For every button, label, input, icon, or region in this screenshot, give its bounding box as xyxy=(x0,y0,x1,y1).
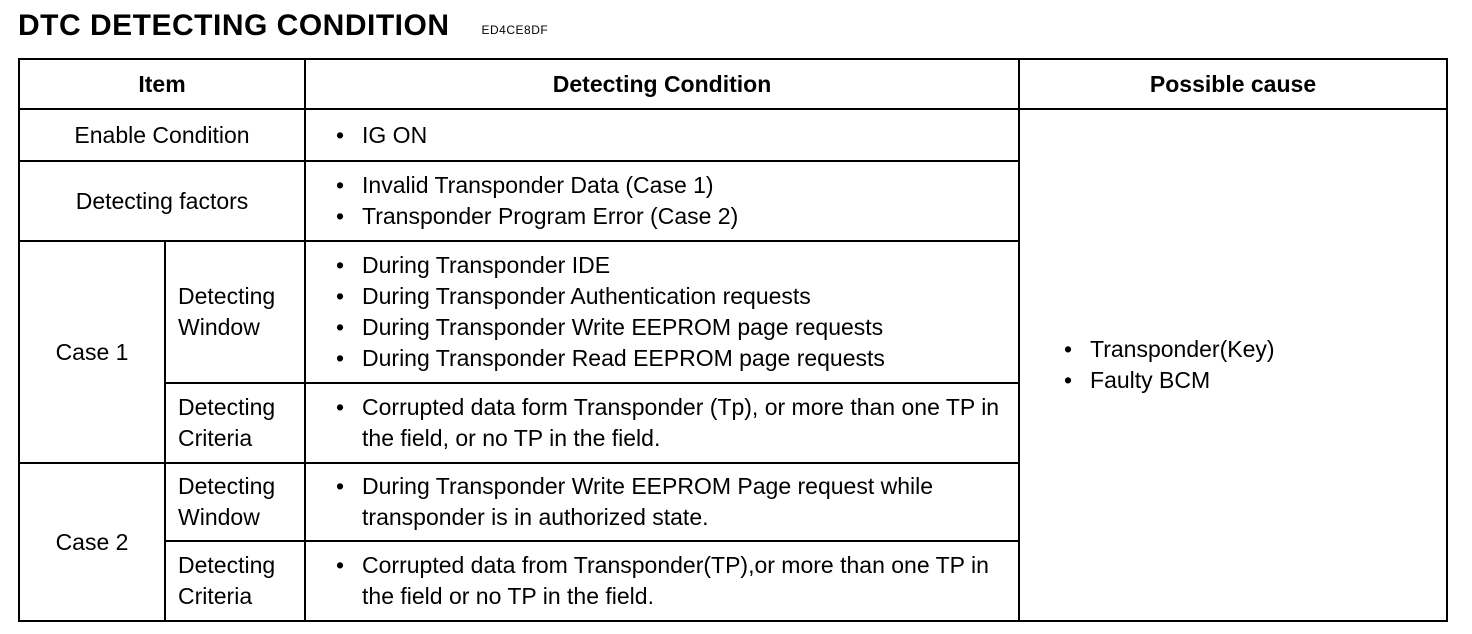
list-item: • During Transponder Write EEPROM page requests xyxy=(334,312,1010,343)
dtc-condition-table xyxy=(18,58,1448,622)
possible-cause-list xyxy=(1062,334,1445,396)
case2-window-label xyxy=(165,463,305,541)
list-item: • During Transponder Read EEPROM page requests xyxy=(334,343,1010,374)
case2-label: Case 2 xyxy=(19,463,165,621)
list-item: • During Transponder Write EEPROM Page request while transponder is in authorized state. xyxy=(334,471,1010,533)
enable-condition-cell xyxy=(305,109,1019,161)
list-item: • IG ON xyxy=(334,120,1010,151)
detecting-factors-label: Detecting factors xyxy=(19,161,305,241)
case2-window-list xyxy=(334,471,1010,533)
enable-condition-row xyxy=(19,109,1447,161)
case2-criteria-label xyxy=(165,541,305,621)
title-row xyxy=(18,4,548,48)
case2-window-cell xyxy=(305,463,1019,541)
case2-criteria-list xyxy=(334,550,1010,612)
detecting-factors-cell xyxy=(305,161,1019,241)
enable-condition-label: Enable Condition xyxy=(19,109,305,161)
sub-label-line: Detecting xyxy=(178,283,276,309)
header-detecting-condition: Detecting Condition xyxy=(305,59,1019,109)
case1-criteria-label xyxy=(165,383,305,463)
possible-cause-cell xyxy=(1019,109,1447,621)
detecting-factors-list xyxy=(334,170,1010,232)
list-item: • Corrupted data from Transponder(TP),or more than one TP in the field or no TP in the field. xyxy=(334,550,1010,612)
case1-criteria-cell xyxy=(305,383,1019,463)
list-item: • During Transponder IDE xyxy=(334,250,1010,281)
sub-label-line: Window xyxy=(178,314,260,340)
document-code: ED4CE8DF xyxy=(481,23,549,37)
case2-criteria-cell xyxy=(305,541,1019,621)
sub-label-line: Window xyxy=(178,504,260,530)
enable-condition-list xyxy=(334,120,1010,151)
list-item: • Invalid Transponder Data (Case 1) xyxy=(334,170,1010,201)
list-item: • Corrupted data form Transponder (Tp), or more than one TP in the field, or no TP in the field. xyxy=(334,392,1010,454)
case1-label: Case 1 xyxy=(19,241,165,463)
list-item: • Faulty BCM xyxy=(1062,365,1445,396)
page-title: DTC DETECTING CONDITION xyxy=(18,9,450,42)
sub-label-line: Detecting xyxy=(178,552,276,578)
sub-label-line: Detecting xyxy=(178,394,276,420)
header-item: Item xyxy=(19,59,305,109)
header-row xyxy=(19,59,1447,109)
case1-window-cell xyxy=(305,241,1019,383)
sub-label-line: Criteria xyxy=(178,425,253,451)
list-item: • During Transponder Authentication requests xyxy=(334,281,1010,312)
list-item: • Transponder(Key) xyxy=(1062,334,1445,365)
list-item: • Transponder Program Error (Case 2) xyxy=(334,201,1010,232)
sub-label-line: Detecting xyxy=(178,473,276,499)
case1-criteria-list xyxy=(334,392,1010,454)
header-possible-cause: Possible cause xyxy=(1019,59,1447,109)
case1-window-list xyxy=(334,250,1010,374)
sub-label-line: Criteria xyxy=(178,583,253,609)
case1-window-label xyxy=(165,241,305,383)
